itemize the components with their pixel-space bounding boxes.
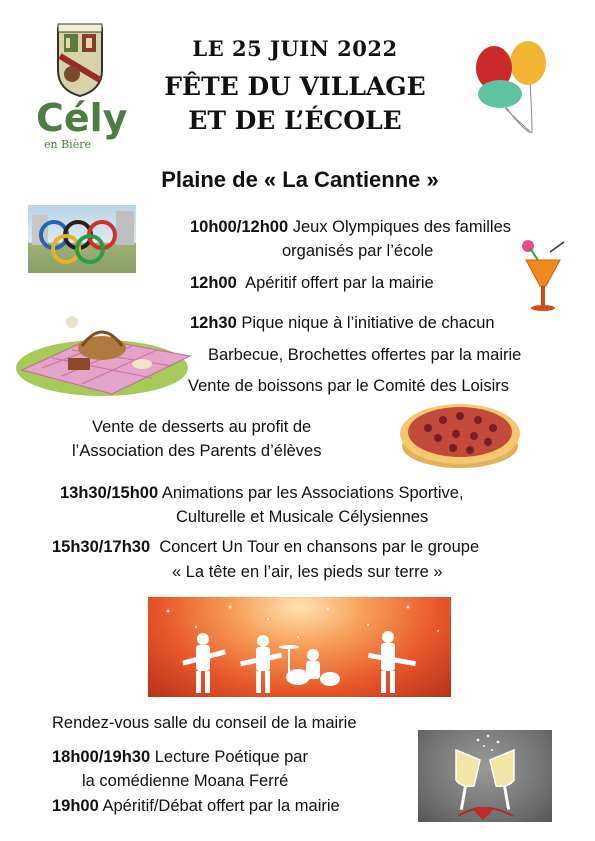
evening-item <box>52 797 340 816</box>
schedule-item <box>172 563 443 582</box>
schedule-text: Pique nique à l’initiative de chacun <box>241 314 495 332</box>
schedule-item <box>176 508 428 527</box>
pie-image <box>398 398 523 473</box>
schedule-item <box>190 218 511 237</box>
schedule-item <box>282 242 433 261</box>
logo-subtitle: en Bière <box>44 138 91 151</box>
event-title-line1: FÊTE DU VILLAGE <box>164 72 426 101</box>
schedule-item <box>60 484 464 503</box>
schedule-time: 10h00/12h00 <box>190 218 289 236</box>
evening-text: la comédienne Moana Ferré <box>82 772 289 790</box>
schedule-item <box>190 314 495 333</box>
location-heading: Plaine de « La Cantienne » <box>161 167 439 192</box>
evening-intro: Rendez-vous salle du conseil de la mairie <box>52 714 357 732</box>
schedule-text: Animations par les Associations Sportive, <box>161 484 464 502</box>
event-date: LE 25 JUIN 2022 <box>192 36 398 61</box>
evening-item <box>82 772 288 791</box>
schedule-item <box>72 442 321 461</box>
picnic-image <box>12 308 192 398</box>
olympic-rings-image <box>28 205 136 273</box>
schedule-item <box>92 418 311 437</box>
schedule-item <box>208 346 521 365</box>
event-title-line2: ET DE L’ÉCOLE <box>188 106 402 135</box>
evening-item <box>52 748 308 767</box>
village-logo <box>30 20 130 160</box>
schedule-text: l’Association des Parents d’élèves <box>72 442 322 460</box>
band-silhouette-image <box>148 597 451 697</box>
cocktail-icon <box>518 238 568 318</box>
schedule-text: Jeux Olympiques des familles <box>292 218 512 236</box>
logo-name: Cély <box>36 96 128 140</box>
schedule-time: 15h30/17h30 <box>52 538 151 556</box>
schedule-time: 12h30 <box>190 314 237 332</box>
schedule-text: Vente de desserts au profit de <box>92 418 312 436</box>
schedule-item <box>52 538 479 557</box>
schedule-text: Culturelle et Musicale Célysiennes <box>176 508 429 526</box>
schedule-text: organisés par l’école <box>282 242 434 260</box>
schedule-text: « La tête en l’air, les pieds sur terre » <box>172 563 443 581</box>
evening-text: Lecture Poétique par <box>154 748 308 766</box>
schedule-text: Barbecue, Brochettes offertes par la mairie <box>208 346 522 364</box>
schedule-text: Concert Un Tour en chansons par le groupe <box>159 538 480 556</box>
evening-time: 19h00 <box>52 797 99 815</box>
champagne-image <box>418 730 552 822</box>
schedule-text: Vente de boissons par le Comité des Loisirs <box>188 377 510 395</box>
schedule-time: 13h30/15h00 <box>60 484 159 502</box>
crest-icon <box>30 20 130 100</box>
schedule-time: 12h00 <box>190 274 237 292</box>
schedule-text: Apéritif offert par la mairie <box>245 274 434 292</box>
evening-time: 18h00/19h30 <box>52 748 151 766</box>
evening-text: Apéritif/Débat offert par la mairie <box>102 797 340 815</box>
schedule-item <box>190 274 434 293</box>
balloons-icon <box>470 38 560 138</box>
schedule-item <box>188 377 509 396</box>
